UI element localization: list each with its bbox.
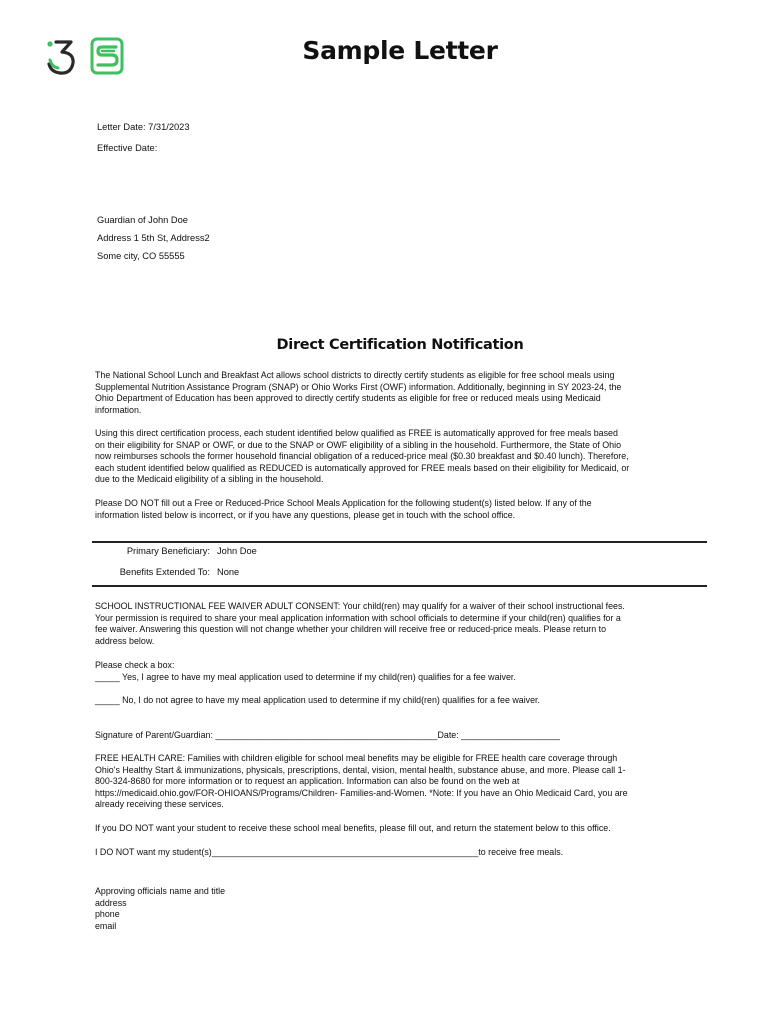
consent-paragraph: SCHOOL INSTRUCTIONAL FEE WAIVER ADULT CONSENT: Your child(ren) may qualify for a waiver of their school instructional fees. Your permission is required to share your meal application information with school officials to determine if your child(ren) qualifies for a fee waiver. Answering this question will not change whether your children will receive free or reduced-price meals. Please return to address below. xyxy=(95,601,625,646)
recipient-line-2: Address 1 5th St, Address2 xyxy=(97,233,210,243)
intro-paragraph: The National School Lunch and Breakfast Act allows school districts to directly certify students as eligible for free school meals using Supplemental Nutrition Assistance Program (SNAP) or Ohio Works First (OWF) information. Additionally, beginning in SY 2023-24, the Ohio Department of Education has been approved to directly certify students as eligible for free or reduced meals using Medicaid information. xyxy=(95,370,622,415)
check-box-prompt: Please check a box: xyxy=(95,660,175,670)
approving-official-address: address xyxy=(95,897,127,908)
approving-official-name: Approving officials name and title xyxy=(95,886,226,896)
certification-paragraph: Using this direct certification process, each student identified below qualified as FREE is automatically approved for free meals based on their eligibility for SNAP or OWF, or due to the SNAP or OWF eligibility of a sibling in the household. Furthermore, the State of Ohio now reimburses schools the former household financial obligation of a reduced-price meal ($0.30 breakfast and $0.40 lunch). Therefore, each student identified below qualified as REDUCED is automatically approved for FREE meals based on their eligibility for Medicaid, or due to the Medicaid eligibility of a sibling in the household. xyxy=(95,428,630,485)
opt-out-instruction: If you DO NOT want your student to receive these school meal benefits, please fill out, and return the statement below to this office. xyxy=(95,823,611,833)
health-care-paragraph: FREE HEALTH CARE: Families with children eligible for school meal benefits may be eligible for FREE health care coverage through Ohio's Healthy Start & immunizations, physicals, prescriptions, dental, vision, mental health, substance abuse, and more. Please call 1- 800-324-8680 for more information or to request an application. Information can also be found on the web at https://medicaid.ohio.gov/FOR-OHIOANS/Programs/Children- Families-and-Women. *Note: If you have an Ohio Medicaid Card, you are already receiving these services. xyxy=(95,753,628,810)
document-heading: Direct Certification Notification xyxy=(276,337,524,353)
signature-line[interactable]: Signature of Parent/Guardian: _____________________________________________Date: ____________________ xyxy=(95,730,560,740)
divider-top xyxy=(92,541,707,543)
benefits-extended-label: Benefits Extended To: xyxy=(119,567,210,577)
letter-date: Letter Date: 7/31/2023 xyxy=(97,122,190,132)
divider-bottom xyxy=(92,585,707,587)
approving-official-phone: phone xyxy=(95,909,120,920)
recipient-line-1: Guardian of John Doe xyxy=(97,215,188,225)
primary-beneficiary-label: Primary Beneficiary: xyxy=(126,546,210,556)
approving-official-block xyxy=(95,886,705,932)
benefits-extended-value: None xyxy=(217,567,240,577)
recipient-line-3: Some city, CO 55555 xyxy=(97,251,185,261)
approving-official-email: email xyxy=(95,920,117,931)
effective-date: Effective Date: xyxy=(97,143,158,153)
do-not-apply-paragraph: Please DO NOT fill out a Free or Reduced-Price School Meals Application for the following student(s) listed below. If any of the information listed below is incorrect, or if you have any questions, please get in touch with the school office. xyxy=(95,498,592,520)
opt-out-statement[interactable]: I DO NOT want my student(s)______________________________________________________to receive free meals. xyxy=(95,847,564,857)
page-title: Sample Letter xyxy=(302,36,498,65)
consent-yes-option[interactable]: _____ Yes, I agree to have my meal application used to determine if my child(ren) qualifies for a fee waiver. xyxy=(95,672,516,682)
primary-beneficiary-value: John Doe xyxy=(217,546,257,556)
consent-no-option[interactable]: _____ No, I do not agree to have my meal application used to determine if my child(ren) qualifies for a fee waiver. xyxy=(95,695,540,705)
